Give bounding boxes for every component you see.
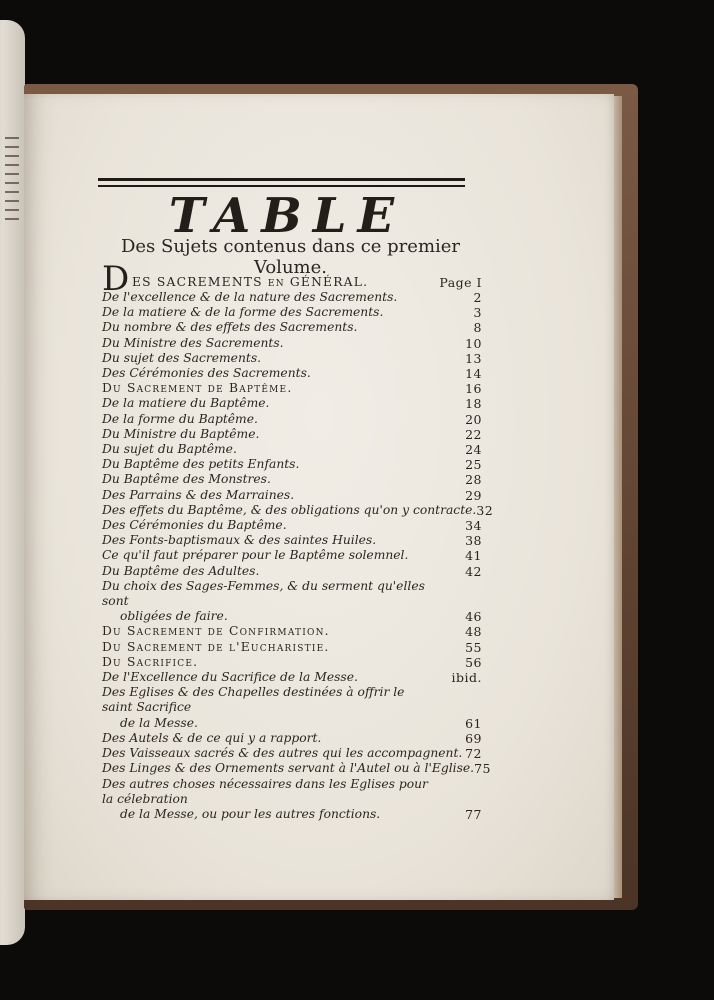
toc-page-number: 32 bbox=[476, 502, 494, 518]
title-rule-thin bbox=[98, 185, 465, 187]
toc-page-number: Page I bbox=[439, 274, 482, 290]
toc-page-number: 25 bbox=[465, 457, 482, 473]
toc-entry-title: Des effets du Baptême, & des obligations qu'on y contracte. bbox=[102, 502, 477, 517]
toc-entry-title-line2: de la Messe, ou pour les autres fonctions. bbox=[120, 806, 381, 821]
toc-entry-title: Du Sacrement de l'Eucharistie. bbox=[102, 639, 330, 654]
toc-entry-title: De la matiere & de la forme des Sacrements. bbox=[102, 305, 384, 320]
toc-entry bbox=[102, 731, 482, 746]
toc-page-number: 41 bbox=[465, 548, 482, 564]
toc-entry-title bbox=[102, 777, 436, 823]
toc-page-number: 38 bbox=[465, 533, 482, 549]
toc-page-number: 56 bbox=[465, 654, 482, 670]
toc-entry bbox=[102, 579, 482, 625]
toc-entry bbox=[102, 290, 482, 305]
page-subtitle: Des Sujets contenus dans ce premier Volume. bbox=[120, 236, 461, 278]
toc-entry-title: Des Cérémonies du Baptême. bbox=[102, 518, 287, 533]
toc-entry-title-line1: Des Eglises & des Chapelles destinées à offrir le saint Sacrifice bbox=[102, 685, 405, 715]
toc-entry bbox=[102, 320, 482, 335]
toc-entry-title: Du Sacrement de Confirmation. bbox=[102, 624, 330, 639]
toc-page-number: 3 bbox=[473, 305, 482, 321]
toc-page-number: ibid. bbox=[451, 670, 482, 686]
toc-entry bbox=[102, 502, 494, 518]
toc-entry-title: Des Parrains & des Marraines. bbox=[102, 487, 295, 502]
toc-page-number: 20 bbox=[465, 411, 482, 427]
toc-entry-title: De l'excellence & de la nature des Sacrements. bbox=[102, 290, 398, 304]
left-page-text-fragments bbox=[5, 130, 19, 227]
toc-entry-title-line2: obligées de faire. bbox=[120, 609, 228, 624]
toc-entry bbox=[102, 412, 482, 427]
toc-entry bbox=[102, 457, 482, 472]
toc-page-number: 8 bbox=[473, 320, 482, 336]
toc-entry bbox=[102, 564, 482, 579]
left-facing-page-edge bbox=[0, 20, 25, 945]
table-of-contents bbox=[102, 259, 494, 822]
toc-entry bbox=[102, 488, 482, 503]
toc-page-number: 69 bbox=[465, 730, 482, 746]
toc-entry bbox=[102, 533, 482, 548]
toc-page-number: 22 bbox=[465, 426, 482, 442]
toc-entry-title: De l'Excellence du Sacrifice de la Messe. bbox=[102, 670, 358, 685]
toc-entry-title-line1: Des autres choses nécessaires dans les Eglises pour la célebration bbox=[102, 776, 428, 806]
toc-entry bbox=[102, 624, 482, 639]
toc-page-number: 14 bbox=[465, 366, 482, 382]
toc-entry bbox=[102, 685, 482, 731]
toc-entry-title bbox=[102, 579, 436, 625]
toc-page-number: 75 bbox=[474, 761, 491, 777]
toc-entry-title-line2: de la Messe. bbox=[120, 715, 198, 730]
toc-entry bbox=[102, 427, 482, 442]
toc-page-number: 42 bbox=[465, 563, 482, 579]
toc-entry-title: Des Linges & des Ornements servant à l'Autel ou à l'Eglise. bbox=[102, 761, 475, 776]
toc-entry bbox=[102, 442, 482, 457]
toc-entry bbox=[102, 472, 482, 487]
toc-page-number: 16 bbox=[465, 381, 482, 397]
toc-entry-title bbox=[102, 685, 436, 731]
toc-entry bbox=[102, 518, 482, 533]
toc-entry-title: Du Sacrement de Baptême. bbox=[102, 381, 293, 396]
toc-entry-title: Du sujet du Baptême. bbox=[102, 442, 237, 457]
toc-entry bbox=[102, 351, 482, 366]
toc-entry bbox=[102, 548, 482, 563]
toc-page-number: 72 bbox=[465, 746, 482, 762]
toc-entry-title: ES SACREMENTS en GÉNÉRAL. bbox=[132, 274, 369, 289]
toc-entry bbox=[102, 640, 482, 655]
toc-entry bbox=[102, 670, 482, 685]
toc-page-number: 18 bbox=[465, 396, 482, 412]
drop-cap: D bbox=[102, 259, 130, 299]
toc-entry bbox=[102, 655, 482, 670]
toc-page-number: 77 bbox=[465, 806, 482, 822]
toc-page-number: 34 bbox=[465, 518, 482, 534]
toc-entry bbox=[102, 381, 482, 396]
toc-page-number: 2 bbox=[473, 290, 482, 305]
toc-entry bbox=[102, 761, 491, 777]
toc-entry bbox=[102, 777, 482, 823]
toc-entry bbox=[102, 746, 482, 761]
toc-entry-title: Des Fonts-baptismaux & des saintes Huiles. bbox=[102, 533, 377, 548]
toc-page-number: 10 bbox=[465, 335, 482, 351]
toc-entry-title: Du Baptême des Adultes. bbox=[102, 563, 260, 578]
toc-entry-title: De la forme du Baptême. bbox=[102, 411, 258, 426]
toc-entry bbox=[102, 336, 482, 351]
toc-entry-title: Des Autels & de ce qui y a rapport. bbox=[102, 730, 322, 745]
toc-entry-title: Du Baptême des petits Enfants. bbox=[102, 457, 300, 472]
toc-entry-title: Des Vaisseaux sacrés & des autres qui les accompagnent. bbox=[102, 746, 463, 761]
toc-page-number: 28 bbox=[465, 472, 482, 488]
page-title: TABLE bbox=[168, 188, 406, 244]
toc-entry bbox=[102, 366, 482, 381]
toc-entry-title: Des Cérémonies des Sacrements. bbox=[102, 366, 311, 381]
title-rule-thick bbox=[98, 178, 465, 181]
toc-page-number: 48 bbox=[465, 624, 482, 640]
toc-entry-title: Ce qu'il faut préparer pour le Baptême solemnel. bbox=[102, 548, 409, 563]
toc-page-number: 29 bbox=[465, 487, 482, 503]
toc-page-number: 13 bbox=[465, 350, 482, 366]
toc-page-number: 46 bbox=[465, 609, 482, 625]
toc-entry-title: Du sujet des Sacrements. bbox=[102, 350, 262, 365]
toc-page-number: 61 bbox=[465, 715, 482, 731]
toc-entry-title: Du nombre & des effets des Sacrements. bbox=[102, 320, 358, 335]
toc-page-number: 24 bbox=[465, 442, 482, 458]
toc-entry-title-line1: Du choix des Sages-Femmes, & du serment qu'elles sont bbox=[102, 578, 425, 609]
toc-entry bbox=[102, 305, 482, 320]
toc-entry-title: Du Baptême des Monstres. bbox=[102, 472, 271, 487]
toc-entry-title: Du Ministre du Baptême. bbox=[102, 426, 260, 441]
toc-entry-title: De la matiere du Baptême. bbox=[102, 396, 270, 411]
toc-page-number: 55 bbox=[465, 639, 482, 655]
toc-entry bbox=[102, 396, 482, 411]
toc-entry-title: Du Ministre des Sacrements. bbox=[102, 335, 284, 350]
toc-entry-title: Du Sacrifice. bbox=[102, 654, 199, 669]
